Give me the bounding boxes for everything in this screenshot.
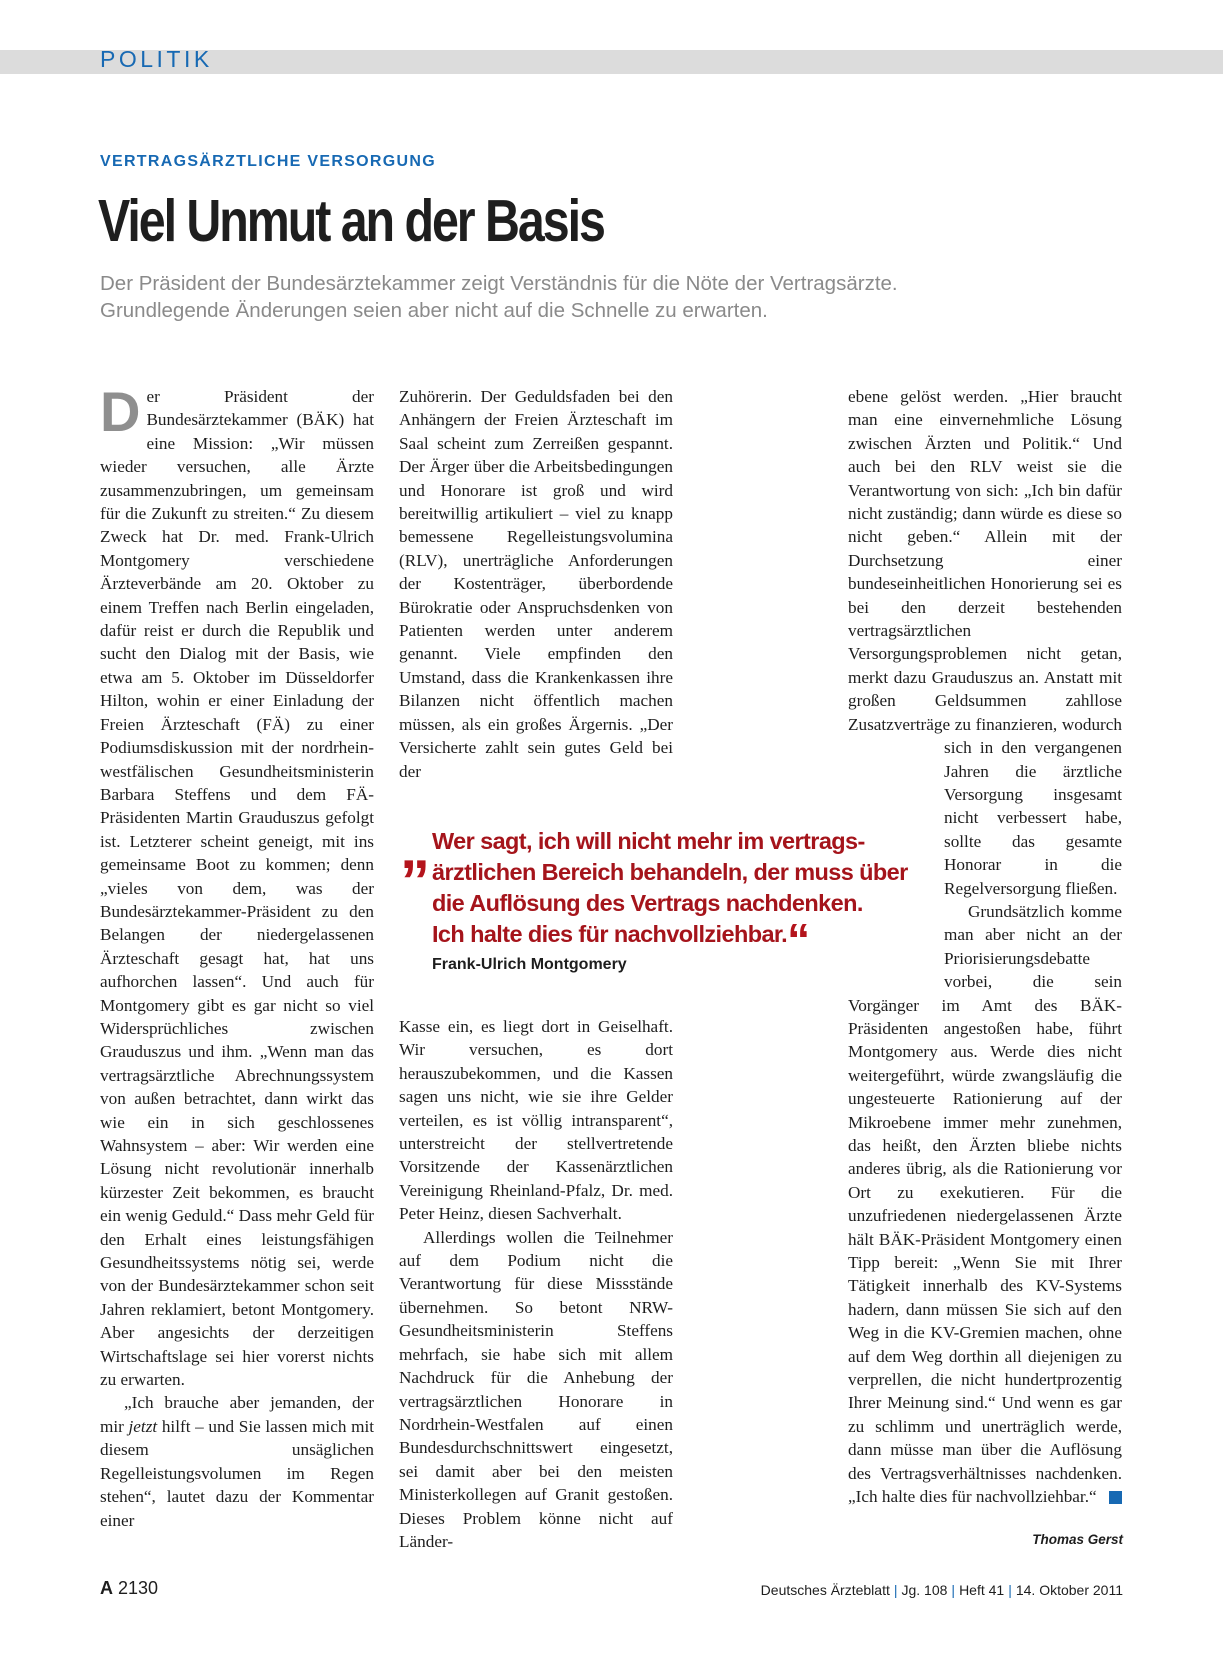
paragraph: Zuhörerin. Der Geduldsfaden bei den Anhängern der Freien Ärzteschaft im Saal scheint zum Zerreißen gespannt. Der Ärger über die Arbeitsbedingungen und Honorare ist groß und wird bereitwillig artikuliert – viel zu knapp bemessene Regelleistungsvolumina (RLV), unerträgliche Anforderungen der Kostenträger, überbordende Bürokratie oder Anspruchsdenken von Patienten werden unter anderem genannt. Viele empfinden den Umstand, dass die Krankenkassen ihre Bilanzen nicht öffentlich machen müssen, als ein großes Ärgernis. „Der Versicherte zahlt sein gutes Geld bei der bbox=[399, 387, 673, 781]
column-1 bbox=[100, 380, 374, 1532]
paragraph: Grundsätzlich komme man aber nicht an der Priorisierungsdebatte vorbei, die sein Vorgänger im Amt des BÄK-Präsidenten angestoßen habe, führt Montgomery aus. Werde dies nicht weitergeführt, würde zwangsläufig die ungesteuerte Rationierung auf der Mikroebene immer mehr zunehmen, das heißt, den Ärzten bliebe nichts anderes übrig, als die Rationierung vor Ort zu exekutieren. Für die unzufriedenen niedergelassenen Ärzte hält BÄK-Präsident Montgomery einen Tipp bereit: „Wenn Sie mit Ihrer Tätigkeit innerhalb des KV-Systems hadern, dann müssen Sie sich auf den Weg in die KV-Gremien machen, ohne auf dem Weg dorthin all diejenigen zu verprellen, die nicht hundertprozentig Ihrer Meinung sind.“ Und wenn es gar zu schlimm und unerträglich werde, dann müsse man über die Auflösung des Vertragsverhältnisses nachdenken. „Ich halte dies für nachvollziehbar.“ bbox=[848, 901, 1122, 1507]
paragraph: Der Präsident der Bundesärztekammer (BÄK) hat eine Mission: „Wir müssen wieder versuchen, alle Ärzte zusammenzubringen, um gemeinsam für die Zukunft zu streiten.“ Zu diesem Zweck hat Dr. med. Frank-Ulrich Montgomery verschiedene Ärzteverbände am 20. Oktober zu einem Treffen nach Berlin eingeladen, dafür reist er durch die Republik und sucht den Dialog mit der Basis, wie etwa am 5. Oktober im Düsseldorfer Hilton, wohin er einer Einladung der Freien Ärzteschaft (FÄ) zu einer Podiumsdiskussion mit der nordrhein-westfälischen Gesundheitsministerin Barbara Steffens und dem FÄ-Präsidenten Martin Grauduszus gefolgt ist. Letzterer scheint geneigt, mit ins gemeinsame Boot zu kommen; denn „vieles von dem, was der Bundesärztekammer-Präsident zu den Belangen der niedergelassenen Ärzteschaft gesagt hat, hat uns aufhorchen lassen“. Und auch für Montgomery gibt es gar nicht so viel Widersprüchliches zwischen Grauduszus und ihm. „Wenn man das vertragsärztliche Abrechnungssystem von außen betrachtet, dann wirkt das wie ein in sich geschlossenes Wahnsystem – aber: Wir werden eine Lösung nicht revolutionär innerhalb kürzester Zeit bekommen, es braucht ein wenig Geduld.“ Dass mehr Geld für den Erhalt eines leistungsfähigen Gesundheitssystems nötig sei, werde von der Bundesärztekammer schon seit Jahren reklamiert, betont Montgomery. Aber angesichts der derzeitigen Wirtschaftslage sei hier vorerst nichts zu erwarten. bbox=[100, 380, 374, 1390]
journal-issue: Heft 41 bbox=[959, 1582, 1005, 1598]
paragraph: Allerdings wollen die Teilnehmer auf dem Podium nicht die Verantwortung für diese Missstände übernehmen. So betont NRW-Gesundheitsministerin Steffens mehrfach, sie habe sich mit allem Nachdruck für die Anhebung der vertragsärztlichen Honorare in Nordrhein-Westfalen auf einen Bundesdurchschnittswert eingesetzt, sei damit aber bei den meisten Ministerkollegen auf Granit gestoßen. Dieses Problem könne nicht auf Länder- bbox=[399, 1227, 673, 1551]
lede-line-1: Der Präsident der Bundesärztekammer zeigt Verständnis für die Nöte der Vertragsärzte. bbox=[100, 272, 898, 295]
article-author: Thomas Gerst bbox=[1032, 1532, 1123, 1547]
quote-attribution: Frank-Ulrich Montgomery bbox=[432, 956, 627, 973]
quote-open-mark: „ bbox=[400, 814, 430, 881]
column-2-bottom bbox=[399, 1015, 673, 1553]
end-mark-icon bbox=[1109, 1491, 1122, 1504]
paragraph: „Ich brauche aber jemanden, der mir jetzt hilft – und Sie lassen mich mit diesem unsäglichen Regelleistungsvolumen im Regen stehen“, lautet dazu der Kommentar einer bbox=[100, 1393, 374, 1530]
journal-volume: Jg. 108 bbox=[901, 1582, 948, 1598]
journal-footer: Deutsches Ärzteblatt | Jg. 108 | Heft 41 | 14. Oktober 2011 bbox=[760, 1582, 1123, 1598]
paragraph: ebene gelöst werden. „Hier braucht man eine einvernehmliche Lösung zwischen Ärzten und Politik.“ Und auch bei den RLV weist sie die Verantwortung von sich: „Ich bin dafür nicht zuständig; dann würde es diese so nicht geben.“ Allein mit der Durchsetzung einer bundeseinheitlichen Honorierung sei es bei den derzeit bestehenden vertragsärztlichen Versorgungsproblemen nicht getan, merkt dazu Grauduszus an. Anstatt mit großen Geldsummen zahllose Zusatzverträge zu finanzieren, wodurch sich in den vergangenen Jahren die ärztliche Versorgung insgesamt nicht verbessert habe, sollte das gesamte Honorar in die Regelversorgung fließen. bbox=[848, 387, 1122, 898]
article-kicker: VERTRAGSÄRZTLICHE VERSORGUNG bbox=[100, 153, 436, 170]
paragraph: Kasse ein, es liegt dort in Geiselhaft. Wir versuchen, es dort herauszubekommen, und die Kassen sagen uns nicht, wie sie ihre Gelder verteilen, es ist völlig intransparent“, unterstreicht der stellvertretende Vorsitzende der Kassenärztlichen Vereinigung Rheinland-Pfalz, Dr. med. Peter Heinz, diesen Sachverhalt. bbox=[399, 1017, 673, 1224]
column-2-top bbox=[399, 385, 673, 783]
article-title: Viel Unmut an der Basis bbox=[98, 188, 604, 254]
quote-line: Wer sagt, ich will nicht mehr im vertrags- bbox=[432, 828, 865, 854]
column-3-body bbox=[848, 385, 1122, 1509]
quote-line: die Auflösung des Vertrags nachdenken. bbox=[432, 890, 863, 916]
drop-cap: D bbox=[100, 380, 141, 443]
quote-close-mark: “ bbox=[787, 914, 810, 966]
journal-name: Deutsches Ärzteblatt bbox=[760, 1582, 890, 1598]
journal-date: 14. Oktober 2011 bbox=[1015, 1582, 1123, 1598]
page-number: A 2130 bbox=[100, 1578, 159, 1598]
article-lede bbox=[100, 270, 1060, 324]
section-label: POLITIK bbox=[100, 46, 213, 72]
lede-line-2: Grundlegende Änderungen seien aber nicht auf die Schnelle zu erwarten. bbox=[100, 299, 768, 322]
quote-line: ärztlichen Bereich behandeln, der muss über bbox=[432, 859, 908, 885]
quote-line: Ich halte dies für nachvollziehbar.“ bbox=[432, 914, 810, 966]
